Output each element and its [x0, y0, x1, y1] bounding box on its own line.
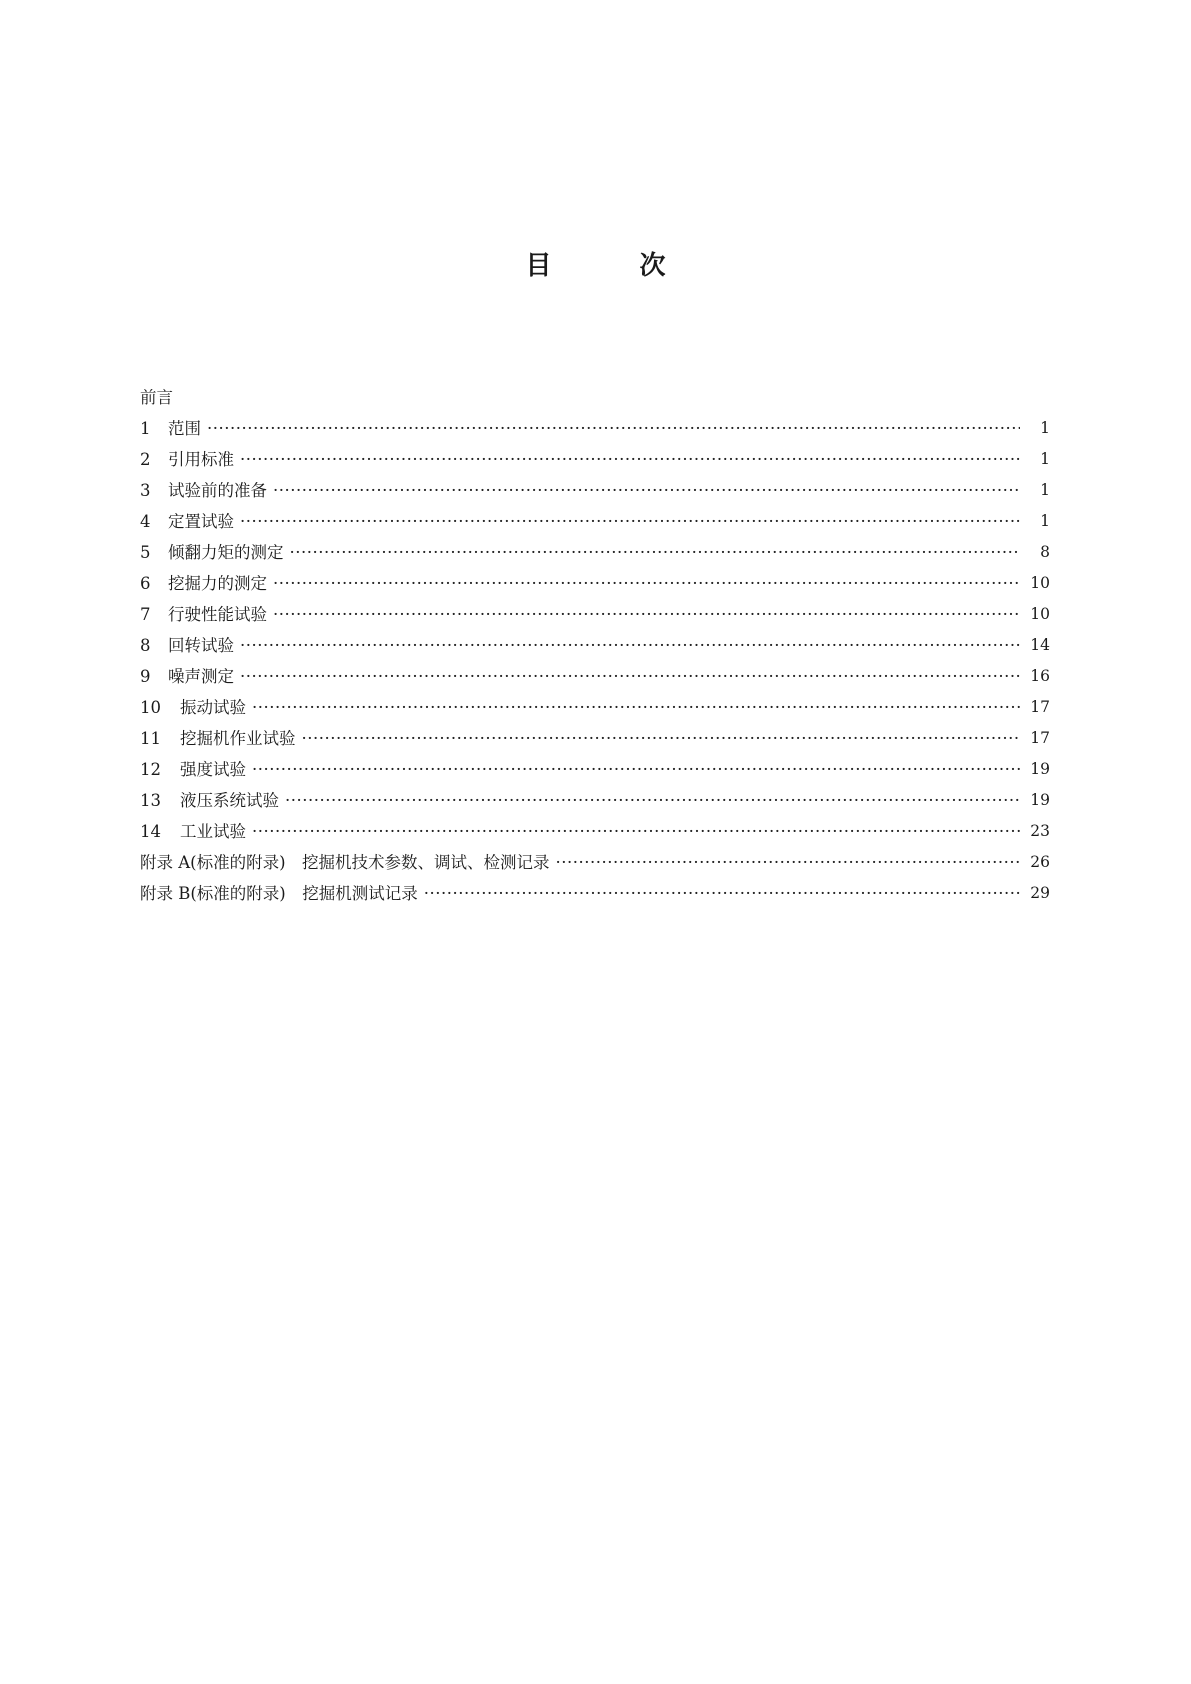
toc-entry-page: 19: [1030, 791, 1050, 809]
toc-entry-number: 8: [140, 636, 151, 655]
toc-entry-page: 16: [1030, 667, 1050, 685]
toc-leader-dots: [252, 754, 1020, 785]
toc-entry[interactable]: [140, 754, 1050, 785]
toc-entry-page: 1: [1040, 512, 1050, 530]
toc-entry-label: 挖掘力的测定: [168, 574, 267, 593]
toc-entry-number: 14: [140, 822, 161, 841]
toc-entry-page: 10: [1030, 605, 1050, 623]
toc-entry-number: 11: [140, 729, 161, 748]
toc-entry-page: 1: [1040, 450, 1050, 468]
toc-entry-label: 引用标准: [168, 450, 234, 469]
toc-entry-number: 7: [140, 605, 151, 624]
title-char-2: 次: [639, 251, 666, 281]
toc-entry-label: 液压系统试验: [180, 791, 279, 810]
toc-entry[interactable]: [140, 785, 1050, 816]
toc-leader-dots: [273, 599, 1020, 630]
toc-leader-dots: [240, 630, 1020, 661]
toc-entry-number: 6: [140, 574, 151, 593]
toc-entry-number: 3: [140, 481, 151, 500]
page-title: [0, 245, 1191, 282]
toc-leader-dots: [240, 506, 1020, 537]
toc-entry-label: 范围: [168, 419, 201, 438]
toc-leader-dots: [252, 816, 1020, 847]
toc-entry[interactable]: [140, 816, 1050, 847]
toc-leader-dots: [240, 444, 1020, 475]
toc-entry[interactable]: [140, 723, 1050, 754]
toc-leader-dots: [302, 723, 1021, 754]
toc-entry-number: 1: [140, 419, 151, 438]
toc-entry-number: 9: [140, 667, 151, 686]
toc-appendix[interactable]: [140, 847, 1050, 878]
toc-entry[interactable]: [140, 537, 1050, 568]
toc-leader-dots: [240, 661, 1020, 692]
toc-entry-label: 倾翻力矩的测定: [168, 543, 284, 562]
toc-leader-dots: [273, 475, 1020, 506]
toc-appendix-label: 附录 A(标准的附录) 挖掘机技术参数、调试、检测记录: [140, 853, 550, 872]
toc-entry-page: 1: [1040, 419, 1050, 437]
toc-entry-page: 19: [1030, 760, 1050, 778]
toc-entry-label: 强度试验: [180, 760, 246, 779]
toc-entry-number: 12: [140, 760, 161, 779]
toc-leader-dots: [273, 568, 1020, 599]
toc-entry-label: 定置试验: [168, 512, 234, 531]
toc-entry[interactable]: [140, 599, 1050, 630]
toc-entry[interactable]: [140, 630, 1050, 661]
toc-entry-label: 回转试验: [168, 636, 234, 655]
toc-entry-label: 工业试验: [180, 822, 246, 841]
toc-leader-dots: [207, 413, 1020, 444]
toc-appendix[interactable]: [140, 878, 1050, 909]
table-of-contents: [140, 382, 1050, 909]
toc-appendix-page: 26: [1030, 853, 1050, 871]
toc-entry-number: 10: [140, 698, 161, 717]
toc-entry-number: 4: [140, 512, 151, 531]
toc-entry-page: 23: [1030, 822, 1050, 840]
toc-entry[interactable]: [140, 444, 1050, 475]
toc-entry[interactable]: [140, 413, 1050, 444]
toc-leader-dots: [252, 692, 1020, 723]
toc-preface-label: 前言: [140, 388, 173, 407]
toc-entry-label: 挖掘机作业试验: [180, 729, 296, 748]
toc-entry-label: 振动试验: [180, 698, 246, 717]
toc-preface[interactable]: [140, 382, 1050, 413]
toc-appendix-page: 29: [1030, 884, 1050, 902]
toc-entry[interactable]: [140, 568, 1050, 599]
toc-entry-page: 17: [1030, 698, 1050, 716]
toc-entry-label: 行驶性能试验: [168, 605, 267, 624]
toc-leader-dots: [556, 847, 1020, 878]
toc-entry-label: 试验前的准备: [168, 481, 267, 500]
toc-entry-page: 1: [1040, 481, 1050, 499]
toc-entry-page: 17: [1030, 729, 1050, 747]
toc-entry-label: 噪声测定: [168, 667, 234, 686]
toc-entry[interactable]: [140, 692, 1050, 723]
toc-entry-number: 5: [140, 543, 151, 562]
toc-entry-page: 8: [1040, 543, 1050, 561]
title-char-1: 目: [525, 251, 552, 281]
toc-entry-page: 10: [1030, 574, 1050, 592]
toc-entry[interactable]: [140, 661, 1050, 692]
toc-leader-dots: [424, 878, 1020, 909]
toc-entry[interactable]: [140, 475, 1050, 506]
toc-leader-dots: [290, 537, 1021, 568]
toc-entry-number: 2: [140, 450, 151, 469]
toc-entry-number: 13: [140, 791, 161, 810]
toc-leader-dots: [285, 785, 1020, 816]
toc-appendix-label: 附录 B(标准的附录) 挖掘机测试记录: [140, 884, 418, 903]
toc-entry-page: 14: [1030, 636, 1050, 654]
toc-entry[interactable]: [140, 506, 1050, 537]
